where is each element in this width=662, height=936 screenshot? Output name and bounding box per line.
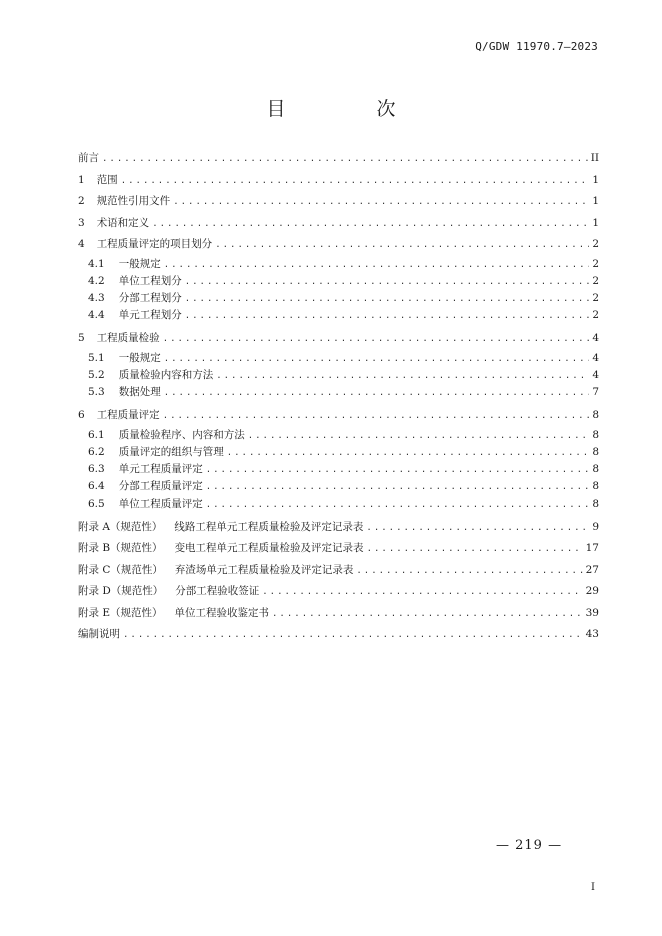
toc-entry-page: 8 — [592, 428, 599, 441]
toc-entry-number: 4 — [78, 238, 85, 250]
toc-entry-number: 5.1 — [88, 351, 105, 364]
dot-leader — [121, 171, 590, 193]
dot-leader — [185, 291, 590, 308]
dot-leader — [163, 406, 590, 428]
toc-entry-page: 2 — [592, 291, 599, 304]
dot-leader — [248, 428, 590, 445]
toc-entry-number: 附录 E（规范性） — [78, 606, 163, 619]
toc-entry-title: 单元工程质量评定 — [118, 463, 203, 476]
toc-entry-page: 8 — [592, 409, 599, 422]
toc-entry-title: 工程质量检验 — [96, 332, 160, 345]
dot-leader — [227, 445, 590, 462]
toc-entry[interactable] — [78, 496, 599, 513]
toc-entry[interactable] — [78, 427, 599, 444]
toc-entry-title: 线路工程单元工程质量检验及评定记录表 — [174, 520, 364, 533]
toc-entry[interactable] — [78, 148, 599, 170]
toc-entry-title: 工程质量评定 — [96, 409, 160, 422]
toc-entry[interactable] — [78, 384, 599, 401]
toc-entry-number: 6.3 — [88, 463, 105, 476]
toc-entry-page: 8 — [592, 497, 599, 510]
toc-entry-number: 附录 D（规范性） — [78, 585, 164, 598]
toc-entry-title: 单位工程划分 — [118, 274, 182, 287]
toc-entry-page: 39 — [585, 606, 599, 619]
toc-entry-title: 分部工程质量评定 — [118, 480, 203, 493]
toc-entry-title: 编制说明 — [78, 628, 120, 641]
toc-entry-page: 43 — [585, 628, 599, 641]
toc-entry-number: 4.2 — [88, 274, 105, 287]
dot-leader — [262, 582, 582, 604]
toc-entry[interactable] — [78, 367, 599, 384]
toc-entry[interactable] — [78, 273, 599, 290]
toc-entry-page: 8 — [592, 480, 599, 493]
toc-entry-page: 7 — [592, 386, 599, 399]
toc-entry-page: 8 — [592, 446, 599, 458]
toc-entry[interactable] — [78, 461, 599, 478]
toc-entry-title: 规范性引用文件 — [96, 195, 171, 207]
toc-entry-number: 6.2 — [88, 446, 105, 458]
toc-entry[interactable] — [78, 603, 599, 625]
toc-entry-number: 4.3 — [88, 291, 105, 304]
toc-entry[interactable] — [78, 624, 599, 646]
toc-entry-title: 数据处理 — [118, 386, 161, 399]
toc-entry-number: 6.5 — [88, 497, 105, 510]
toc-entry[interactable] — [78, 256, 599, 273]
toc-entry-title: 变电工程单元工程质量检验及评定记录表 — [174, 542, 364, 555]
toc-entry-number: 附录 B（规范性） — [78, 542, 163, 555]
toc-entry-title: 单位工程质量评定 — [118, 497, 203, 510]
toc-entry-number: 5.3 — [88, 386, 105, 399]
toc-entry-title: 分部工程划分 — [118, 291, 182, 304]
toc-entry-number: 5.2 — [88, 368, 105, 381]
toc-entry-page: 1 — [592, 195, 599, 207]
toc-entry-title: 前言 — [78, 152, 99, 164]
toc-entry[interactable] — [78, 560, 599, 582]
toc-entry-number: 6.1 — [88, 428, 105, 441]
toc-entry-title: 工程质量评定的项目划分 — [96, 238, 213, 250]
dot-leader — [123, 625, 583, 647]
toc-entry-number: 4.4 — [88, 309, 105, 322]
toc-entry-title: 一般规定 — [118, 257, 161, 270]
toc-entry-page: 4 — [592, 368, 599, 381]
dot-leader — [356, 561, 582, 583]
toc-entry-number: 3 — [78, 216, 85, 229]
toc-entry[interactable] — [78, 444, 599, 461]
toc-entry-page: 9 — [592, 520, 599, 533]
roman-page-number: I — [591, 882, 595, 893]
toc-entry-title: 术语和定义 — [96, 216, 150, 229]
toc-entry-page: 2 — [592, 257, 599, 270]
toc-entry[interactable] — [78, 213, 599, 235]
dot-leader — [185, 274, 590, 291]
toc-entry-number: 4.1 — [88, 257, 105, 270]
toc-entry[interactable] — [78, 307, 599, 324]
toc-entry-page: 4 — [592, 351, 599, 364]
dot-leader — [206, 462, 590, 479]
dot-leader — [185, 308, 590, 325]
toc-entry[interactable] — [78, 290, 599, 307]
dot-leader — [102, 149, 588, 171]
toc-entry[interactable] — [78, 581, 599, 603]
toc-entry-number: 6 — [78, 409, 85, 422]
toc-entry-page: 2 — [592, 274, 599, 287]
toc-entry-page: 27 — [585, 563, 599, 576]
toc-entry-page: 17 — [585, 542, 599, 555]
toc-entry[interactable] — [78, 405, 599, 427]
toc-entry[interactable] — [78, 328, 599, 350]
dot-leader — [164, 385, 590, 402]
toc-entry[interactable] — [78, 538, 599, 560]
toc-entry[interactable] — [78, 191, 599, 213]
toc-entry[interactable] — [78, 350, 599, 367]
dot-leader — [367, 539, 583, 561]
toc-entry-title: 弃渣场单元工程质量检验及评定记录表 — [174, 563, 354, 576]
dot-leader — [164, 351, 590, 368]
toc-entry[interactable] — [78, 170, 599, 192]
toc-entry-page: 2 — [592, 309, 599, 322]
dot-leader — [216, 368, 589, 385]
dot-leader — [366, 518, 589, 540]
toc-entry[interactable] — [78, 478, 599, 495]
dot-leader — [272, 604, 583, 626]
toc-entry-title: 范围 — [96, 173, 118, 186]
toc-entry-title: 单元工程划分 — [118, 309, 182, 322]
toc-entry-page: 4 — [592, 332, 599, 345]
toc-entry-number: 5 — [78, 332, 85, 345]
table-of-contents — [78, 148, 599, 646]
toc-entry-page: 1 — [592, 216, 599, 229]
document-code: Q/GDW 11970.7—2023 — [475, 40, 598, 53]
toc-entry-number: 2 — [78, 195, 85, 207]
dot-leader — [206, 479, 590, 496]
toc-entry-title: 质量评定的组织与管理 — [118, 446, 224, 458]
toc-entry-number: 附录 C（规范性） — [78, 563, 163, 576]
toc-entry-page: 8 — [592, 463, 599, 476]
toc-entry[interactable] — [78, 517, 599, 539]
toc-entry-number: 1 — [78, 173, 85, 186]
toc-entry[interactable] — [78, 234, 599, 256]
toc-entry-title: 单位工程验收鉴定书 — [174, 606, 270, 619]
page-folio: — 219 — — [496, 838, 563, 853]
toc-entry-title: 分部工程验收签证 — [175, 585, 260, 598]
toc-entry-number: 附录 A（规范性） — [78, 520, 163, 533]
toc-entry-page: 1 — [592, 173, 599, 186]
toc-entry-title: 质量检验内容和方法 — [118, 368, 214, 381]
dot-leader — [173, 192, 589, 214]
toc-entry-page: 29 — [585, 585, 599, 598]
toc-entry-title: 质量检验程序、内容和方法 — [118, 428, 245, 441]
dot-leader — [163, 329, 590, 351]
toc-entry-page: 2 — [592, 238, 599, 250]
toc-entry-page: II — [590, 152, 599, 164]
dot-leader — [152, 214, 589, 236]
toc-entry-number: 6.4 — [88, 480, 105, 493]
dot-leader — [164, 257, 590, 274]
toc-entry-title: 一般规定 — [118, 351, 161, 364]
dot-leader — [206, 497, 590, 514]
dot-leader — [215, 235, 589, 257]
page-title: 目 次 — [266, 98, 432, 120]
